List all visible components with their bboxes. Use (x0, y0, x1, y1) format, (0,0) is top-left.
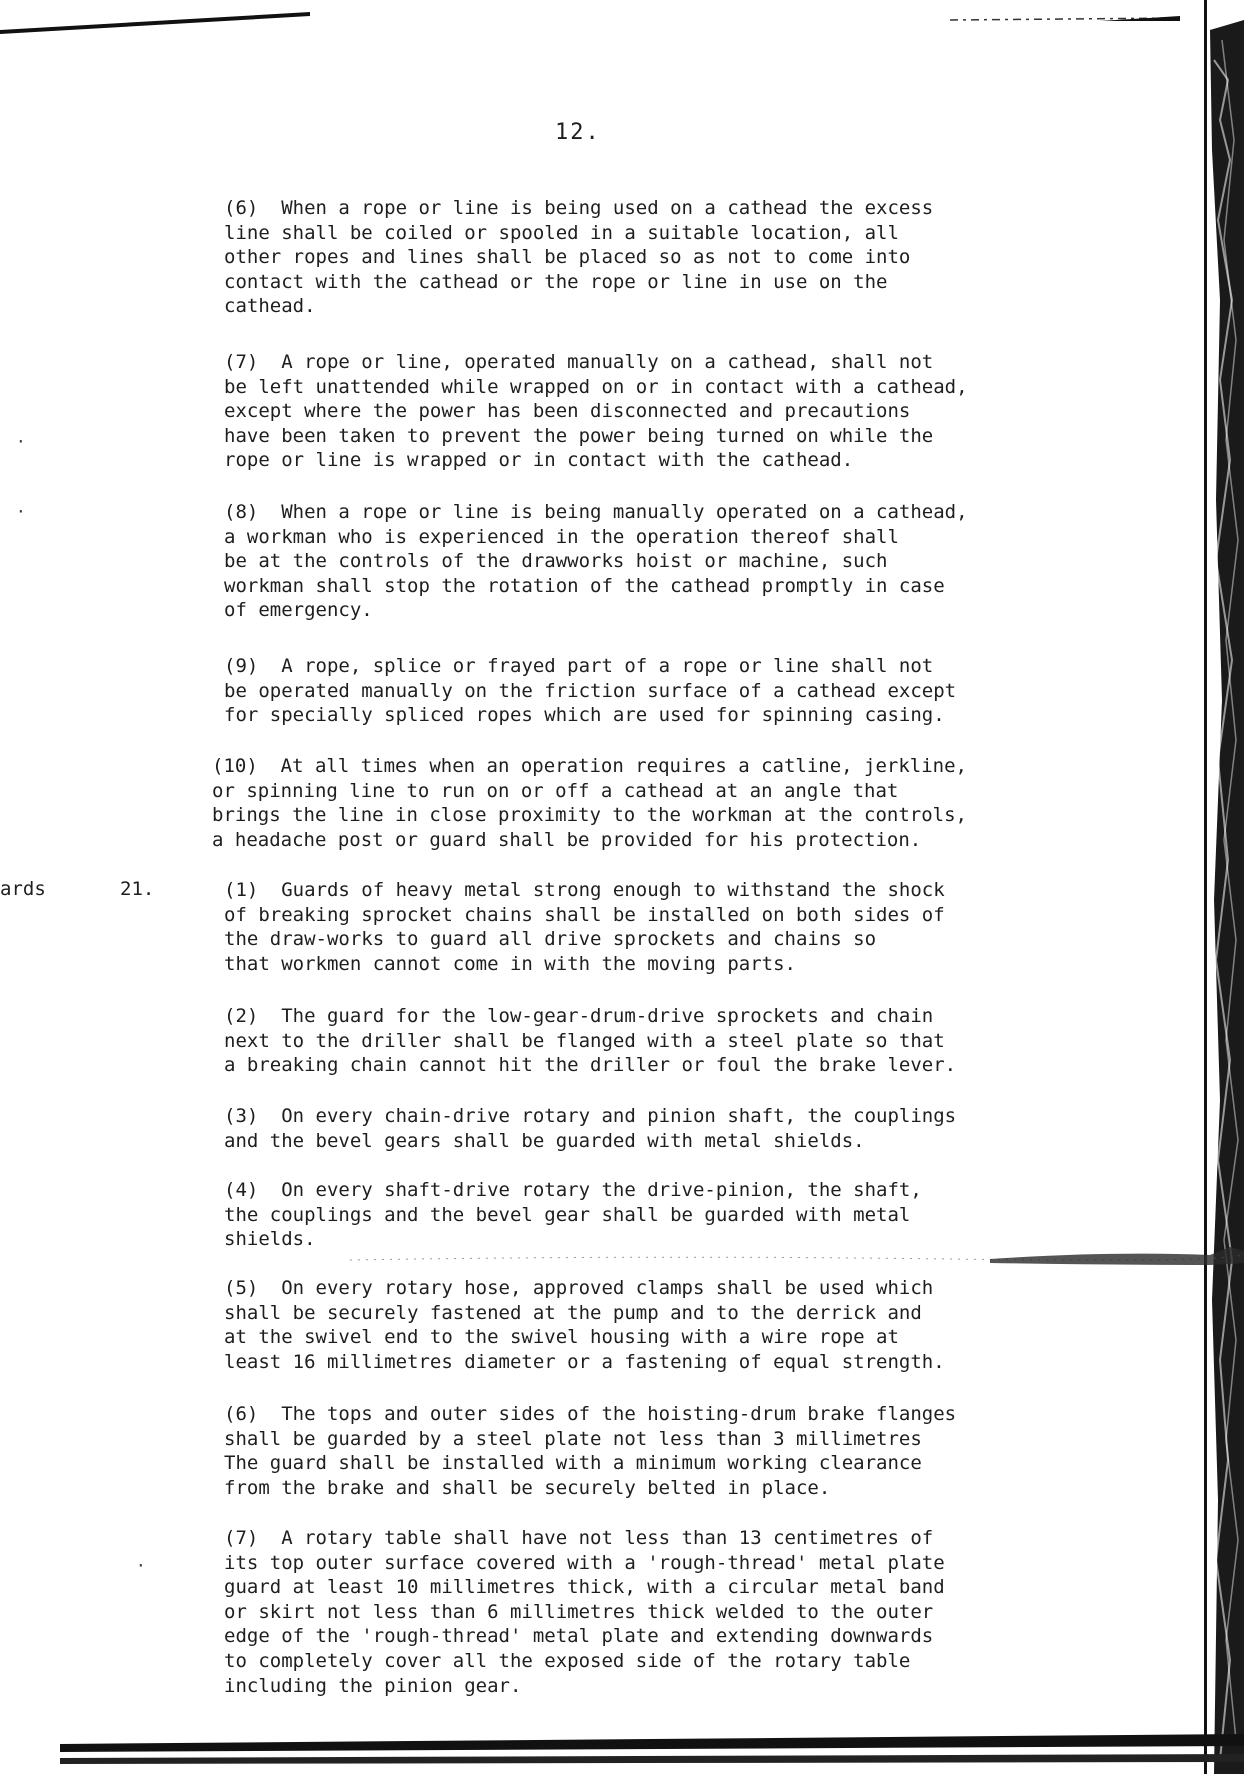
stray-mark: · (16, 432, 26, 451)
paragraph-21-1-guards-heavy-metal: (1) Guards of heavy metal strong enough to withstand the shock of breaking sprocket chains shall be installed on both sides of the draw-works to guard all drive sprockets and chains so that workmen cannot come in with the moving parts. (224, 879, 945, 975)
paragraph-21-4-shaft-drive-rotary: (4) On every shaft-drive rotary the drive-pinion, the shaft, the couplings and the bevel gear shall be guarded with metal shields. (224, 1179, 922, 1251)
paragraph-9-frayed-rope: (9) A rope, splice or frayed part of a rope or line shall not be operated manually on the friction surface of a cathead except for specially spliced ropes which are used for spinning casing. (224, 655, 957, 727)
scan-artifact-right-edge (1170, 0, 1244, 1774)
section-margin-label: ards (0, 878, 46, 900)
paragraph-7-rope-unattended: (7) A rope or line, operated manually on a cathead, shall not be left unattended while wrapped on or in contact with a cathead, except where the power has been disconnected and precautions have been taken to prevent the power being turned on while the rope or line is wrapped or in contact with the cathead. (224, 351, 968, 472)
paragraph-21-3-chain-drive-rotary: (3) On every chain-drive rotary and pinion shaft, the couplings and the bevel gears shall be guarded with metal shields. (224, 1105, 957, 1152)
stray-mark: · (16, 502, 26, 521)
section-number: 21. (120, 878, 155, 900)
scan-artifact-top-left (0, 0, 310, 34)
paragraph-6-cathead-excess-line: (6) When a rope or line is being used on a cathead the excess line shall be coiled or spooled in a suitable location, all other ropes and lines shall be placed so as not to come into contact with the cathead or the rope or line in use on the cathead. (224, 197, 934, 318)
paragraph-21-5-rotary-hose-clamps: (5) On every rotary hose, approved clamps shall be used which shall be securely fastened at the pump and to the derrick and at the swivel end to the swivel housing with a wire rope at least 16 millimetres diameter or a fastening of equal strength. (224, 1277, 945, 1373)
page-number: 12. (555, 120, 601, 145)
paragraph-21-2-low-gear-guard: (2) The guard for the low-gear-drum-drive sprockets and chain next to the driller shall be flanged with a steel plate so that a breaking chain cannot hit the driller or foul the brake lever. (224, 1005, 957, 1077)
paragraph-21-7-rotary-table-guard: (7) A rotary table shall have not less than 13 centimetres of its top outer surface covered with a 'rough-thread' metal plate guard at least 10 millimetres thick, with a circular metal band or skirt not less than 6 millimetres thick welded to the outer edge of the 'rough-thread' metal plate and extending downwards to completely cover all the exposed side of the rotary table including the pinion gear. (224, 1527, 945, 1697)
scan-artifact-bottom-edge (60, 1734, 1244, 1774)
paragraph-10-headache-post: (10) At all times when an operation requires a catline, jerkline, or spinning line to run on or off a cathead at an angle that brings the line in close proximity to the workman at the controls, a headache post or guard shall be provided for his protection. (212, 755, 967, 851)
paragraph-8-experienced-workman: (8) When a rope or line is being manually operated on a cathead, a workman who is experienced in the operation thereof shall be at the controls of the drawworks hoist or machine, such workman shall stop the rotation of the cathead promptly in case of emergency. (224, 501, 968, 622)
paragraph-21-6-brake-flanges: (6) The tops and outer sides of the hoisting-drum brake flanges shall be guarded by a steel plate not less than 3 millimetres The guard shall be installed with a minimum working clearance from the brake and shall be securely belted in place. (224, 1403, 957, 1499)
scan-artifact-top-right (950, 12, 1180, 26)
stray-mark: · (136, 1556, 146, 1575)
